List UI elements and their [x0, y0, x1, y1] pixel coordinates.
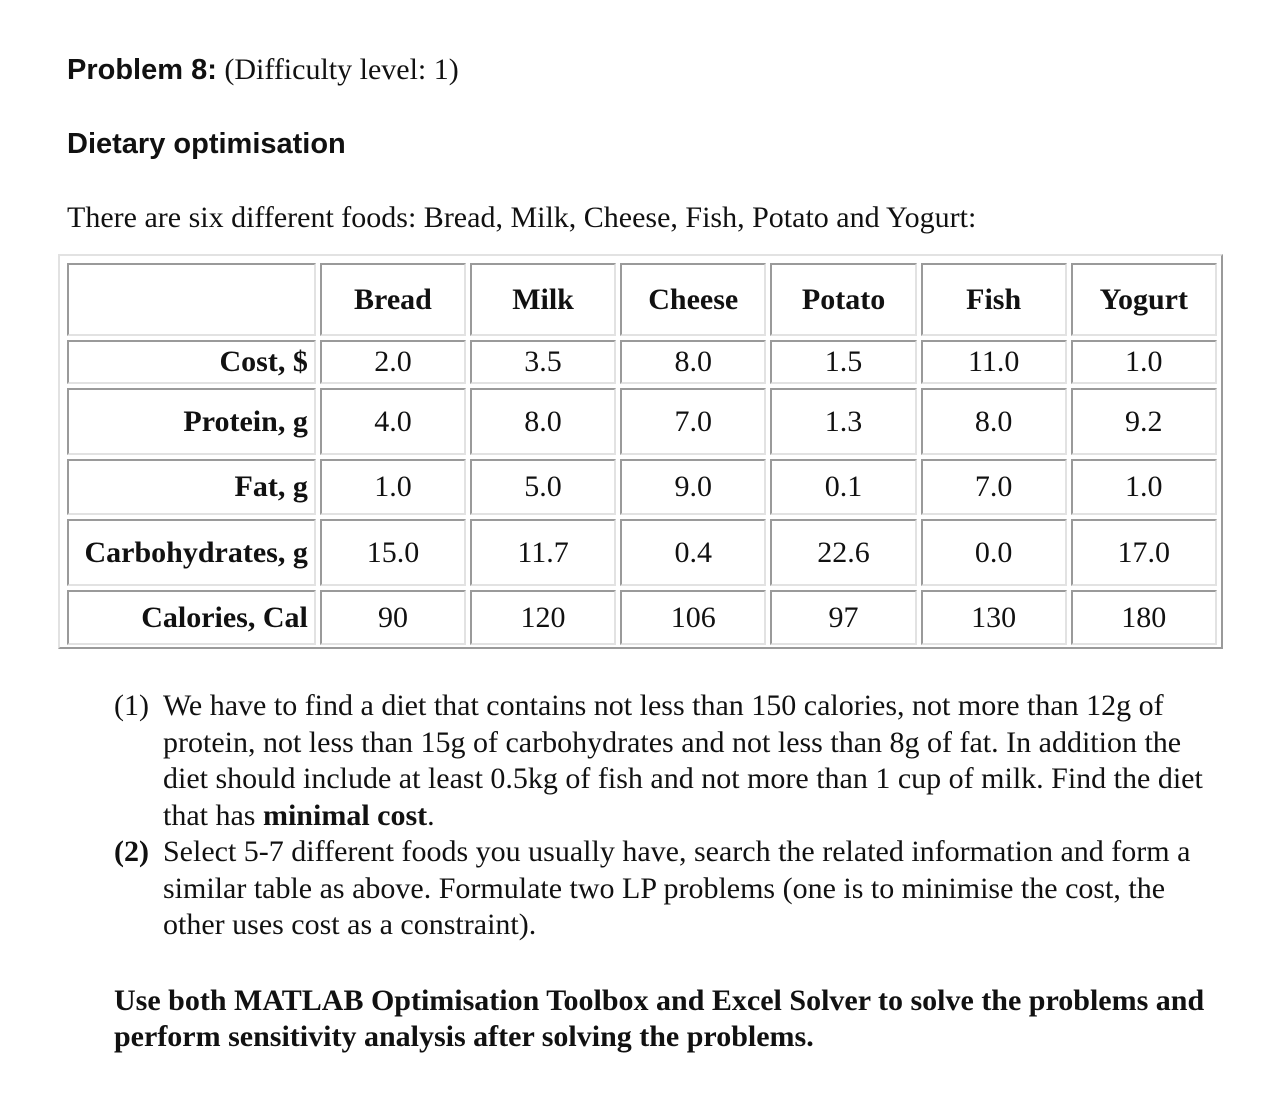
question-number: (1)	[114, 689, 149, 722]
table-cell: 0.4	[620, 519, 766, 586]
table-cell: 106	[620, 590, 766, 645]
table-cell: 180	[1071, 590, 1217, 645]
table-cell: 8.0	[921, 388, 1067, 455]
row-label: Carbohydrates, g	[67, 519, 316, 586]
table-cell: 7.0	[620, 388, 766, 455]
table-cell: 9.2	[1071, 388, 1217, 455]
table-cell: 0.0	[921, 519, 1067, 586]
table-cell: 5.0	[470, 459, 616, 515]
column-header-potato: Potato	[770, 263, 916, 336]
column-header-yogurt: Yogurt	[1071, 263, 1217, 336]
table-cell: 0.1	[770, 459, 916, 515]
table-cell: 90	[320, 590, 466, 645]
table-cell: 15.0	[320, 519, 466, 586]
table-cell: 1.5	[770, 340, 916, 384]
row-label: Fat, g	[67, 459, 316, 515]
question-list	[114, 688, 1224, 944]
table-row-protein	[67, 388, 1217, 455]
nutrition-table	[63, 259, 1221, 649]
column-header-milk: Milk	[470, 263, 616, 336]
intro-text: There are six different foods: Bread, Milk, Cheese, Fish, Potato and Yogurt:	[67, 201, 977, 234]
table-cell: 97	[770, 590, 916, 645]
table-cell: 22.6	[770, 519, 916, 586]
table-cell: 1.0	[320, 459, 466, 515]
question-emphasis: minimal cost	[262, 798, 428, 832]
question-text: We have to find a diet that contains not less than 150 calories, not more than 12g of protein, not less than 15g of carbohydrates and not less than 8g of fat. In addition the diet should include at least 0.5kg of fish and not more than 1 cup of milk. Find the diet that has	[163, 689, 1203, 832]
table-row-calories	[67, 590, 1217, 645]
question-number: (2)	[114, 835, 149, 868]
problem-heading	[67, 50, 459, 90]
table-row-carbohydrates	[67, 519, 1217, 586]
section-title: Dietary optimisation	[67, 128, 346, 160]
row-label: Cost, $	[67, 340, 316, 384]
row-label: Protein, g	[67, 388, 316, 455]
table-cell: 3.5	[470, 340, 616, 384]
table-cell: 9.0	[620, 459, 766, 515]
table-corner-cell	[67, 263, 316, 336]
table-cell: 1.3	[770, 388, 916, 455]
column-header-fish: Fish	[921, 263, 1067, 336]
table-row-fat	[67, 459, 1217, 515]
question-1	[114, 688, 1224, 834]
question-2	[114, 834, 1224, 944]
nutrition-table-frame	[58, 254, 1223, 649]
table-cell: 130	[921, 590, 1067, 645]
table-cell: 4.0	[320, 388, 466, 455]
problem-number: Problem 8:	[67, 54, 217, 86]
table-cell: 7.0	[921, 459, 1067, 515]
table-row-cost	[67, 340, 1217, 384]
table-cell: 11.7	[470, 519, 616, 586]
table-cell: 8.0	[470, 388, 616, 455]
table-cell: 11.0	[921, 340, 1067, 384]
table-cell: 1.0	[1071, 459, 1217, 515]
table-cell: 2.0	[320, 340, 466, 384]
table-cell: 1.0	[1071, 340, 1217, 384]
conclusion-instruction: Use both MATLAB Optimisation Toolbox and Excel Solver to solve the problems and perform sensitivity analysis after solving the problems.	[114, 984, 1205, 1053]
table-cell: 120	[470, 590, 616, 645]
table-cell: 8.0	[620, 340, 766, 384]
difficulty-level: (Difficulty level: 1)	[224, 53, 459, 86]
table-header-row	[67, 263, 1217, 336]
row-label: Calories, Cal	[67, 590, 316, 645]
question-text: Select 5-7 different foods you usually have, search the related information and form a similar table as above. Formulate two LP problems (one is to minimise the cost, the other uses cost as a constraint).	[163, 835, 1191, 941]
table-cell: 17.0	[1071, 519, 1217, 586]
column-header-cheese: Cheese	[620, 263, 766, 336]
question-ending: .	[427, 798, 435, 832]
column-header-bread: Bread	[320, 263, 466, 336]
